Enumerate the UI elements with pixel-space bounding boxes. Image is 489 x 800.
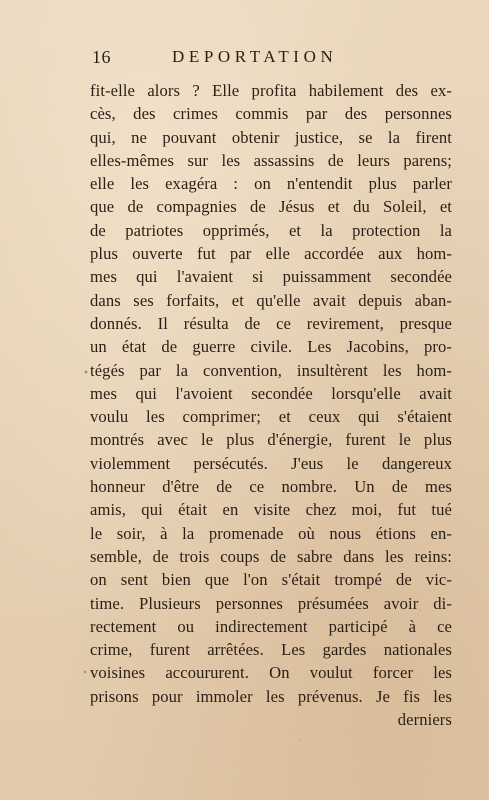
text-line: crime, furent arrêtées. Les gardes nationales	[90, 640, 452, 660]
text-line: on sent bien que l'on s'était trompé de vic-	[90, 570, 452, 590]
text-line: le soir, à la promenade où nous étions en-	[90, 523, 452, 543]
text-line: prisons pour immoler les prévenus. Je fis les	[90, 686, 452, 706]
text-line: voisines accoururent. On voulut forcer les	[90, 663, 452, 683]
text-line: elle les exagéra : on n'entendit plus parler	[90, 174, 452, 194]
text-line: honneur d'être de ce nombre. Un de mes	[90, 477, 452, 497]
text-line: voulu les comprimer; et ceux qui s'étaient	[90, 407, 452, 427]
text-line: de patriotes opprimés, et la protection la	[90, 220, 452, 240]
text-line: tégés par la convention, insultèrent les hom-	[90, 360, 452, 380]
text-line: rectement ou indirectement participé à ce	[90, 616, 452, 636]
text-line: donnés. Il résulta de ce revirement, presque	[90, 313, 452, 333]
text-line: qui, ne pouvant obtenir justice, se la firent	[90, 127, 452, 147]
running-title: DEPORTATION	[172, 47, 338, 66]
text-line: fit-elle alors ? Elle profita habilement des ex-	[90, 81, 452, 100]
text-line: que de compagnies de Jésus et du Soleil, et	[90, 197, 452, 217]
text-line: dans ses forfaits, et qu'elle avait depuis aban-	[90, 290, 452, 310]
text-line: derniers	[397, 710, 452, 730]
text-line: mes qui l'avaient si puissamment secondée	[90, 267, 452, 287]
text-line: violemment persécutés. J'eus le dangereux	[90, 453, 452, 473]
text-line: plus ouverte fut par elle accordée aux hom-	[90, 244, 452, 264]
text-line: semble, de trois coups de sabre dans les reins:	[90, 546, 452, 566]
page-number: 16	[92, 47, 111, 67]
text-line: amis, qui était en visite chez moi, fut tué	[90, 500, 452, 520]
text-line: time. Plusieurs personnes présumées avoir di-	[90, 593, 452, 613]
text-line: un état de guerre civile. Les Jacobins, pro-	[90, 337, 452, 357]
text-line: mes qui l'avoient secondée lorsqu'elle avait	[90, 383, 452, 403]
text-line: montrés avec le plus d'énergie, furent le plus	[90, 430, 452, 450]
page-header	[92, 47, 392, 71]
text-line: cès, des crimes commis par des personnes	[90, 104, 452, 124]
body-text	[90, 79, 452, 731]
text-line: elles-mêmes sur les assassins de leurs parens;	[90, 150, 452, 170]
